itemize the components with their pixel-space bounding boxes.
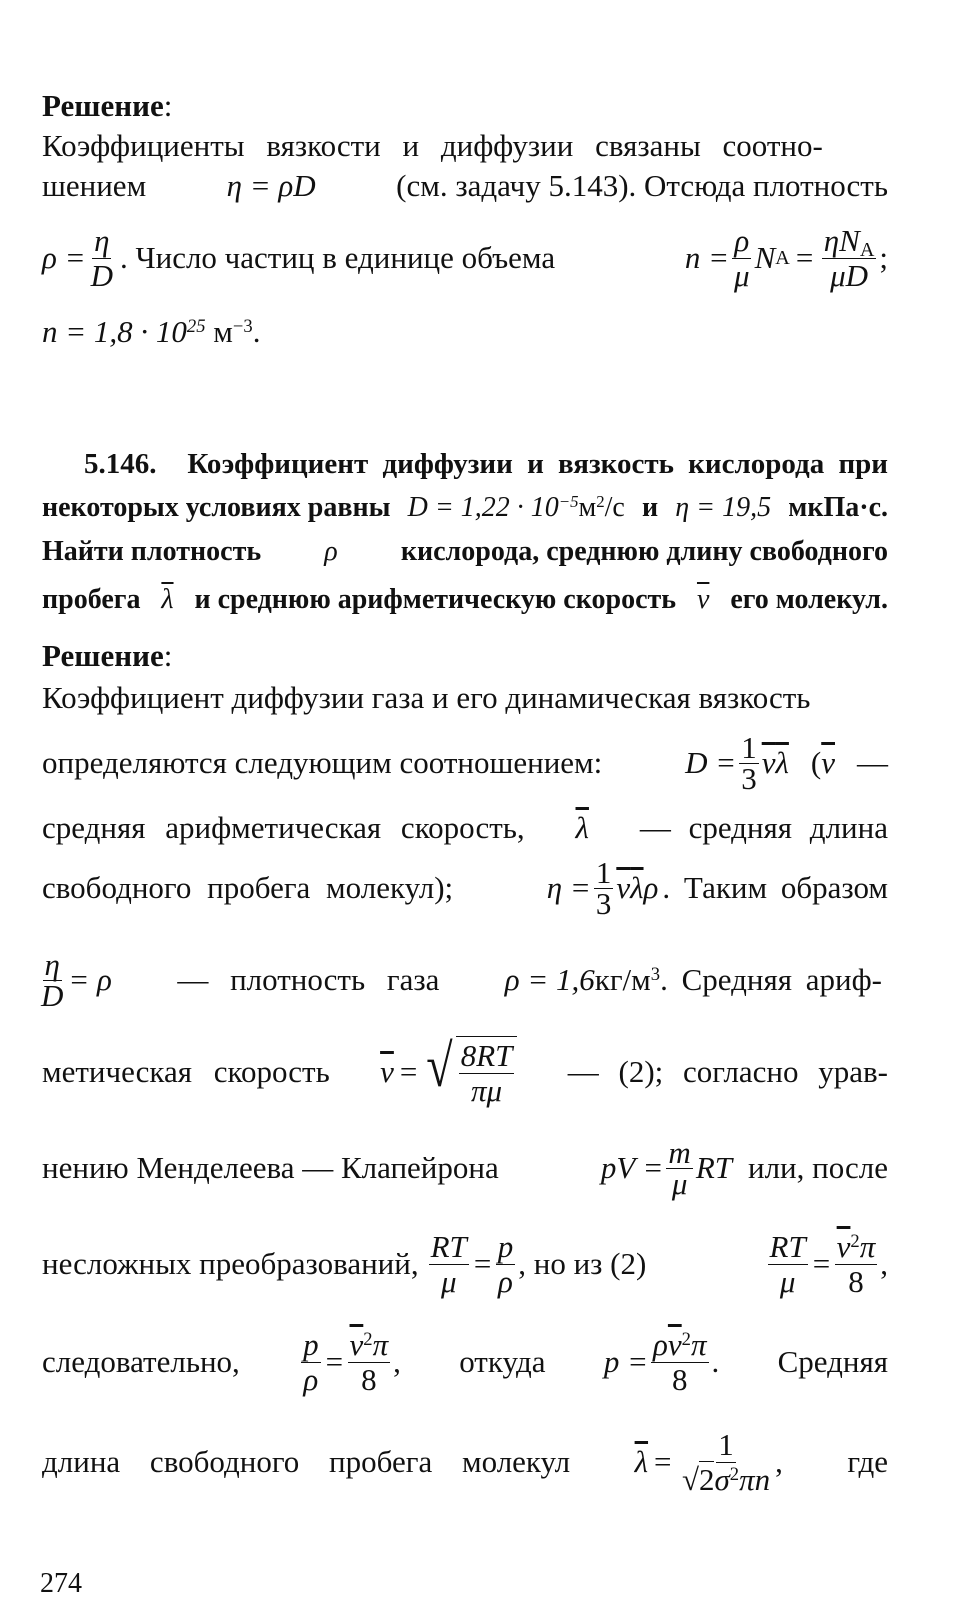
fraction-p-over-rho [496,1230,516,1299]
value: ρ = 1,6 [504,962,595,997]
text: Коэффициент диффузии газа и его динамическая вязкость [42,680,811,715]
s2-line-2 [42,726,888,800]
sqrt-sign: √ [681,1461,699,1497]
fraction-p-over-rho [301,1328,321,1397]
comma: , [880,1246,888,1281]
text: длина свободного пробега молекул [42,1444,571,1479]
problem-5-146-line-1 [42,446,888,482]
heading-colon: : [163,638,173,673]
denominator: πμ [471,1073,503,1108]
formula-n-value [42,314,253,349]
symbol-lambda: $\overline{\lambda}$ [630,870,644,905]
numerator: RT [430,1228,467,1264]
numerator: 8RT [460,1038,513,1073]
text: или, после [748,1150,888,1185]
numerator: RT [769,1228,806,1264]
s1-line-4 [42,314,888,350]
problem-5-146-line-2 [42,490,888,526]
symbol-pi-n: πn [739,1461,771,1497]
text: шением [42,168,147,203]
symbol-v: $\overline{v}$ [761,745,776,780]
avogadro: N [754,240,776,275]
symbol-sigma: σ [714,1461,730,1497]
text: свободного пробега молекул); [42,870,454,905]
text: Коэффициент диффузии и вязкость кислорода при [187,448,888,480]
value: D = 1,22 · 10 [407,492,559,523]
fraction-rho-v2pi-over-8 [651,1328,708,1397]
fraction-eta-na-over-mu-d [822,224,877,293]
equals: = [810,1246,832,1281]
text: и среднюю арифметическую скорость [194,584,677,615]
formula-rho-value [505,962,660,998]
unit: м [213,314,233,349]
s2-line-9 [42,1322,888,1402]
fraction-one-third [739,729,759,796]
denominator: μD [830,257,869,293]
dash: — [857,745,888,780]
symbol-lambda: $\overline{\lambda}$ [161,584,174,615]
unit-text: мкПа·с. [788,492,888,523]
s2-line-8 [42,1224,888,1304]
fraction-rho-over-mu [732,224,752,293]
formula-rho: ρ = [42,240,86,275]
radicand [456,1036,518,1108]
denominator: 3 [741,760,757,796]
equals: = [397,1054,419,1089]
s2-line-5 [36,942,882,1018]
text: откуда [459,1344,546,1379]
denominator: 8 [361,1361,377,1397]
numerator [835,1230,878,1265]
s2-line-1 [42,680,888,716]
exp: 2 [363,1328,373,1350]
equals: = [793,240,815,275]
fraction [459,1039,515,1108]
formula-eta-rho-d: η = ρD [226,168,316,203]
page-number: 274 [40,1568,82,1599]
symbol-lambda: $\overline{\lambda}$ [775,745,789,780]
equals: = [323,1344,345,1379]
symbol-rho: ρ [324,536,338,567]
s1-line-2 [42,168,888,204]
s2-line-4 [42,850,888,926]
fraction-rt-over-mu [429,1230,469,1299]
formula-n: n = [684,240,730,275]
formula-d-value [408,490,625,526]
solution-heading-1 [42,88,888,124]
heading-text: Решение [42,88,164,123]
numerator [348,1328,391,1363]
symbol-lambda: $\overline{\lambda}$ [634,1444,649,1479]
fraction-eta-over-d [89,224,115,293]
num-text: ηN [823,222,860,258]
numerator [822,224,877,259]
s2-line-7 [42,1130,888,1206]
denominator [680,1463,772,1497]
symbol-lambda: $\overline{\lambda}$ [575,810,589,845]
symbol-v: $\overline{v}$ [836,1228,851,1264]
denominator: 8 [672,1361,688,1397]
denominator: 3 [595,885,612,921]
equals: = [652,1444,673,1479]
exp: 2 [729,1463,740,1485]
symbol-rho: ρ [643,870,659,905]
fraction-rt-over-mu [768,1230,808,1299]
symbol-v: $\overline{v}$ [821,745,835,780]
denominator: μ [734,257,750,293]
symbol-v: $\overline{v}$ [696,584,710,615]
text: некоторых условиях равны [42,492,391,523]
numerator: p [497,1228,514,1264]
text: Коэффициенты вязкости и диффузии связаны соотно- [42,128,823,163]
numerator: 1 [595,854,612,890]
text: — средняя длина [639,810,888,845]
sqrt-arg: 2 [698,1461,715,1497]
denominator: μ [779,1263,796,1299]
numerator: p [303,1326,319,1362]
num-sub: A [859,238,875,261]
text: (см. задачу 5.143). Отсюда плотность [396,168,888,203]
fraction-eta-over-d [39,946,65,1013]
unit: м [578,492,597,523]
numerator: m [668,1134,691,1170]
denominator: D [41,977,64,1013]
denominator: μ [440,1263,457,1299]
equals-rho: = ρ [68,962,112,997]
formula-d: D = [685,745,737,780]
exp: 2 [850,1230,860,1252]
exp: 2 [681,1328,691,1350]
symbol-pi: π [859,1228,876,1264]
fraction-v2pi-over-8 [348,1328,391,1397]
numerator: η [44,946,60,982]
text: Найти плотность [42,536,262,567]
text: где [847,1444,889,1479]
text: Средняя [777,1344,888,1379]
period: . [252,314,261,349]
radical-sign: √ [426,1033,453,1099]
semicolon: ; [879,240,888,275]
numerator: 1 [741,729,757,765]
symbol-rho: ρ [653,1326,668,1362]
sqrt-8rt-over-pi-mu [423,1033,518,1108]
denominator: 8 [848,1263,864,1299]
text: несложных преобразований, [42,1246,419,1281]
text-and: и [641,492,659,523]
paren: ( [810,745,822,780]
problem-5-146-line-4 [42,582,888,618]
formula-eta: η = [546,870,591,905]
s2-line-3 [42,810,888,846]
s1-line-1 [42,128,888,164]
text: — (2); согласно урав- [567,1054,888,1089]
problem-number: 5.146. [84,448,157,480]
comma: , [393,1344,401,1379]
problem-lead [84,446,157,482]
fraction-m-over-mu [666,1134,692,1201]
fraction-mean-free-path [680,1428,772,1497]
denominator: ρ [498,1263,513,1299]
unit: кг/м [594,962,651,997]
symbol-pi: π [690,1326,707,1362]
text: , но из (2) [518,1246,647,1281]
symbol-v: $\overline{v}$ [667,1326,682,1362]
comma: , [775,1444,783,1479]
exp: 25 [186,315,206,337]
numerator: η [94,222,110,258]
numerator: ρ [734,222,750,258]
symbol-v: $\overline{v}$ [616,870,631,905]
text: кислорода, среднюю длину свободного [400,536,888,567]
value: n = 1,8 · 10 [42,314,187,349]
exp: −5 [558,491,579,511]
symbol-v: $\overline{v}$ [349,1326,364,1362]
fraction-v2pi-over-8 [835,1230,878,1299]
text: средняя арифметическая скорость, [42,810,525,845]
text: нению Менделеева — Клапейрона [42,1150,499,1185]
s2-line-6 [42,1030,888,1114]
problem-5-146-line-3 [42,534,888,570]
text: — плотность газа [177,962,440,997]
heading-colon: : [163,88,173,123]
unit-b: /с [604,492,625,523]
formula-pv: pV = [600,1150,664,1185]
text: метическая скорость [42,1054,330,1089]
denominator: ρ [303,1361,319,1397]
denominator: D [90,257,113,293]
fraction-one-third [594,854,614,921]
formula-rt: RT [695,1150,732,1185]
symbol-v: $\overline{v}$ [380,1054,394,1089]
text: . Таким образом [662,870,888,905]
symbol-pi: π [372,1326,389,1362]
numerator [651,1328,708,1363]
unit-exp: 2 [596,491,605,511]
heading-text: Решение [42,638,164,673]
numerator: 1 [718,1426,734,1462]
text: его молекул. [730,584,888,615]
s1-line-3: ρ = $\frac{\eta}{D}$ . Число частиц в единице объема n = $\frac{\rho}{\mu}$ N A = $\frac{\eta N_A}{\mu D}$ ; [42,222,888,293]
formula-p: p = [603,1344,649,1379]
unit-exp: 3 [650,963,661,985]
text: следовательно, [42,1344,240,1379]
period: . [711,1344,720,1379]
text: определяются следующим соотношением: [42,745,603,780]
text: . Средняя ариф- [660,962,883,997]
text: . Число частиц в единице объема [119,240,556,275]
s2-line-10 [42,1420,888,1504]
solution-heading-2 [42,638,888,674]
denominator: μ [671,1165,688,1201]
unit-exp: −3 [232,315,253,337]
equals: = [471,1246,493,1281]
formula-eta-value: η = 19,5 [675,492,772,523]
text: пробега [42,584,141,615]
